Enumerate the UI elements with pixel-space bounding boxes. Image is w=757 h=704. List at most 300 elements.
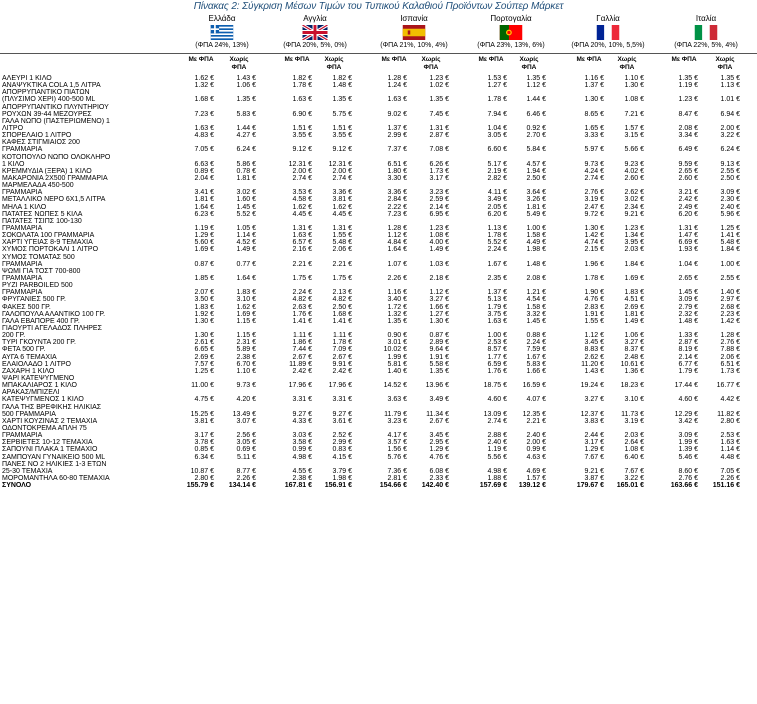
price-cell: 1.24 €	[387, 82, 407, 90]
price-cell: 2.22 €	[387, 203, 407, 211]
price-cell: 2.70 €	[526, 132, 546, 140]
price-cell: 8.57 €	[487, 346, 507, 354]
price-cell	[214, 154, 256, 161]
price-cell: 1.83 €	[624, 289, 644, 297]
price-cell: 1.63 €	[292, 232, 312, 240]
price-cell: 3.87 €	[584, 474, 604, 482]
price-cell	[604, 403, 644, 410]
price-cell: 2.63 €	[292, 303, 312, 311]
table-row	[0, 339, 740, 346]
price-cell	[214, 104, 256, 111]
price-cell: 7.36 €	[387, 467, 407, 475]
price-cell	[352, 282, 407, 289]
price-cell: 2.18 €	[429, 274, 449, 282]
price-cell: 1.40 €	[720, 289, 740, 297]
price-cell	[604, 104, 644, 111]
price-cell: 1.16 €	[387, 289, 407, 297]
price-cell: 1.94 €	[526, 167, 546, 175]
price-cell: 2.84 €	[387, 196, 407, 204]
price-cell: 3.17 €	[194, 432, 214, 440]
price-cell	[352, 104, 407, 111]
price-cell: 4.15 €	[332, 453, 352, 461]
price-cell: 3.27 €	[624, 339, 644, 347]
price-cell: 134.14 €	[228, 482, 256, 490]
price-cell	[644, 118, 698, 125]
price-cell: 1.49 €	[236, 246, 256, 254]
price-cell: 1.66 €	[429, 303, 449, 311]
price-cell	[698, 118, 740, 125]
col-without-vat: Χωρίς ΦΠΑ	[229, 56, 249, 71]
price-cell: 6.24 €	[720, 146, 740, 154]
price-cell: 2.05 €	[487, 203, 507, 211]
portugal-flag-icon	[498, 25, 524, 40]
price-cell	[546, 268, 604, 275]
price-cell: 2.89 €	[429, 339, 449, 347]
price-cell: 1.66 €	[526, 367, 546, 375]
price-cell: 7.44 €	[292, 346, 312, 354]
price-cell: 3.95 €	[624, 239, 644, 247]
price-cell: 2.53 €	[720, 432, 740, 440]
price-cell	[312, 254, 352, 261]
table-row	[0, 318, 740, 325]
price-cell: 9.27 €	[332, 410, 352, 418]
price-cell: 165.01 €	[616, 482, 644, 490]
price-cell: 2.06 €	[720, 353, 740, 361]
price-cell: 1.30 €	[584, 225, 604, 232]
price-cell: 14.52 €	[383, 382, 407, 390]
price-cell: 9.12 €	[292, 146, 312, 154]
price-cell: 18.75 €	[483, 382, 507, 390]
price-cell: 1.75 €	[292, 274, 312, 282]
price-cell: 1.63 €	[487, 317, 507, 325]
table-row	[0, 161, 740, 168]
price-cell: 2.79 €	[678, 303, 698, 311]
price-cell	[352, 461, 407, 468]
col-with-vat: Με ΦΠΑ	[478, 56, 504, 63]
price-cell: 3.03 €	[292, 432, 312, 440]
price-cell	[256, 461, 312, 468]
product-name-cell: ΓΑΛΑ ΝΩΠΟ (ΠΑΣΤΕΡΙΩΜΕΝΟ) 1	[2, 117, 110, 125]
price-cell: 4.02 €	[624, 167, 644, 175]
price-cell: 2.26 €	[387, 274, 407, 282]
price-cell	[644, 139, 698, 146]
price-cell: 1.65 €	[584, 125, 604, 133]
price-cell: 3.17 €	[429, 175, 449, 183]
price-cell: 6.23 €	[194, 210, 214, 218]
price-cell	[449, 425, 507, 432]
price-cell: 2.65 €	[678, 167, 698, 175]
price-cell: 2.74 €	[584, 175, 604, 183]
price-cell: 4.45 €	[332, 210, 352, 218]
product-name-cell: ΑΠΟΡΡΥΠΑΝΤΙΚΟ ΠΙΑΤΩΝ	[2, 89, 90, 97]
price-cell: 2.99 €	[332, 439, 352, 447]
price-cell: 2.38 €	[236, 353, 256, 361]
price-cell: 1.51 €	[332, 125, 352, 133]
price-cell: 156.91 €	[324, 482, 352, 490]
price-cell	[312, 325, 352, 332]
price-cell: 163.66 €	[670, 482, 698, 490]
price-cell: 1.14 €	[720, 446, 740, 454]
price-cell	[507, 375, 546, 382]
price-cell	[214, 182, 256, 189]
price-cell: 2.44 €	[584, 432, 604, 440]
price-cell: 0.78 €	[236, 167, 256, 175]
price-cell	[184, 389, 214, 396]
price-cell: 3.09 €	[678, 296, 698, 304]
price-cell: 2.21 €	[526, 417, 546, 425]
price-cell	[312, 375, 352, 382]
price-cell: 2.55 €	[720, 274, 740, 282]
product-name-cell: ΠΑΝΕΣ ΝΟ 2 ΗΛΙΚΙΕΣ 1-3 ΕΤΩΝ	[2, 460, 107, 468]
price-cell: 12.37 €	[580, 410, 604, 418]
price-cell: 2.23 €	[720, 310, 740, 318]
price-cell	[184, 403, 214, 410]
price-cell: 1.64 €	[236, 274, 256, 282]
product-name-cell: ΤΥΡΙ ΓΚΟΥΝΤΑ 200 ΓΡ.	[2, 339, 76, 347]
product-name-cell: ΣΠΟΡΕΛΑΙΟ 1 ΛΙΤΡΟ	[2, 132, 72, 140]
table-row	[0, 396, 740, 403]
col-without-vat: Χωρίς ΦΠΑ	[519, 56, 539, 71]
product-name-cell: ΚΡΕΜΜΥΔΙΑ (ΞΕΡΑ) 1 ΚΙΛΟ	[2, 167, 92, 175]
price-cell: 9.27 €	[292, 410, 312, 418]
price-cell: 12.29 €	[674, 410, 698, 418]
price-cell: 2.24 €	[292, 289, 312, 297]
price-cell: 1.21 €	[526, 289, 546, 297]
price-cell: 3.23 €	[387, 417, 407, 425]
price-cell: 1.06 €	[236, 82, 256, 90]
price-cell	[644, 154, 698, 161]
price-cell	[256, 403, 312, 410]
price-cell: 1.83 €	[236, 289, 256, 297]
price-cell: 2.81 €	[387, 474, 407, 482]
price-cell	[698, 282, 740, 289]
price-cell	[546, 118, 604, 125]
price-cell: 7.09 €	[332, 346, 352, 354]
price-cell: 1.30 €	[584, 96, 604, 104]
product-name-cell: ΑΥΓΑ 6 ΤΕΜΑΧΙΑ	[2, 353, 57, 361]
price-cell	[449, 325, 507, 332]
price-cell: 2.40 €	[720, 203, 740, 211]
price-cell: 4.82 €	[292, 296, 312, 304]
price-cell: 2.61 €	[194, 339, 214, 347]
price-cell	[507, 118, 546, 125]
price-cell: 1.63 €	[387, 96, 407, 104]
price-cell: 2.64 €	[624, 439, 644, 447]
col-with-vat: Με ΦΠΑ	[576, 56, 602, 63]
product-name-cell: ΓΡΑΜΜΑΡΙΑ	[2, 432, 43, 440]
price-cell: 2.00 €	[332, 167, 352, 175]
price-cell: 1.63 €	[194, 125, 214, 133]
table-row	[0, 382, 740, 389]
price-cell: 3.79 €	[332, 467, 352, 475]
price-cell	[698, 325, 740, 332]
table-row	[0, 289, 740, 296]
price-cell	[644, 218, 698, 225]
price-cell	[214, 389, 256, 396]
price-cell	[449, 218, 507, 225]
table-row	[0, 282, 740, 289]
table-row	[0, 361, 740, 368]
price-cell: 2.35 €	[487, 274, 507, 282]
price-cell	[698, 218, 740, 225]
price-cell	[256, 118, 312, 125]
price-cell	[507, 282, 546, 289]
price-cell: 3.30 €	[387, 175, 407, 183]
price-cell: 6.51 €	[720, 360, 740, 368]
price-cell: 3.32 €	[526, 310, 546, 318]
price-cell	[352, 154, 407, 161]
price-cell: 1.37 €	[584, 82, 604, 90]
price-cell: 1.35 €	[526, 75, 546, 83]
price-cell: 1.82 €	[292, 75, 312, 83]
price-cell	[604, 325, 644, 332]
price-cell: 1.10 €	[236, 367, 256, 375]
price-cell: 9.13 €	[720, 160, 740, 168]
price-cell	[312, 218, 352, 225]
price-cell: 17.44 €	[674, 382, 698, 390]
product-name-cell: ΣΥΝΟΛΟ	[2, 482, 32, 490]
price-cell: 1.11 €	[293, 332, 312, 340]
price-cell: 1.58 €	[526, 232, 546, 240]
price-cell	[644, 403, 698, 410]
price-cell: 4.76 €	[429, 453, 449, 461]
price-cell: 6.77 €	[678, 360, 698, 368]
price-cell	[352, 254, 407, 261]
price-cell: 1.73 €	[429, 167, 449, 175]
price-cell	[184, 218, 214, 225]
italy-flag-icon	[693, 25, 719, 40]
price-cell	[256, 389, 312, 396]
price-cell: 3.50 €	[194, 296, 214, 304]
product-name-cell: ΑΠΟΡΡΥΠΑΝΤΙΚΟ ΠΛΥΝΤΗΡΙΟΥ	[2, 103, 109, 111]
price-cell: 9.12 €	[332, 146, 352, 154]
price-cell: 1.25 €	[194, 367, 214, 375]
price-cell: 4.60 €	[678, 396, 698, 404]
price-cell: 4.52 €	[236, 239, 256, 247]
price-cell	[507, 403, 546, 410]
price-cell	[184, 325, 214, 332]
price-cell: 4.45 €	[292, 210, 312, 218]
price-cell	[214, 89, 256, 96]
price-cell: 1.30 €	[429, 317, 449, 325]
price-cell	[698, 461, 740, 468]
price-cell	[546, 325, 604, 332]
price-cell: 1.37 €	[487, 289, 507, 297]
price-cell: 1.80 €	[387, 167, 407, 175]
price-cell	[507, 461, 546, 468]
price-cell: 3.83 €	[584, 417, 604, 425]
price-cell: 1.48 €	[678, 317, 698, 325]
price-cell: 19.24 €	[580, 382, 604, 390]
price-cell: 3.61 €	[332, 417, 352, 425]
price-cell: 1.64 €	[194, 203, 214, 211]
price-cell: 1.62 €	[194, 75, 214, 83]
price-cell: 9.21 €	[584, 467, 604, 475]
price-cell: 3.21 €	[678, 189, 698, 197]
price-cell: 1.85 €	[194, 274, 214, 282]
price-cell	[214, 282, 256, 289]
country-name-greece: Ελλάδα	[208, 14, 236, 23]
price-cell: 2.13 €	[332, 289, 352, 297]
price-cell: 1.68 €	[194, 96, 214, 104]
price-cell: 5.76 €	[387, 453, 407, 461]
price-cell: 0.69 €	[236, 446, 256, 454]
price-cell: 7.45 €	[429, 110, 449, 118]
price-cell: 1.12 €	[526, 82, 546, 90]
table-row	[0, 139, 740, 146]
price-cell: 9.64 €	[429, 346, 449, 354]
price-cell: 1.30 €	[194, 332, 214, 340]
price-cell: 1.08 €	[624, 96, 644, 104]
price-cell: 2.26 €	[720, 474, 740, 482]
table-row	[0, 239, 740, 246]
price-cell: 1.30 €	[194, 317, 214, 325]
price-cell	[449, 89, 507, 96]
price-table	[0, 75, 740, 489]
table-row	[0, 461, 740, 468]
price-cell: 1.99 €	[387, 353, 407, 361]
price-cell: 1.41 €	[332, 317, 352, 325]
price-cell: 1.92 €	[194, 310, 214, 318]
price-cell: 1.98 €	[332, 474, 352, 482]
price-cell: 1.58 €	[526, 303, 546, 311]
price-cell: 2.62 €	[624, 189, 644, 197]
price-cell: 1.31 €	[332, 225, 352, 232]
price-cell	[604, 461, 644, 468]
price-cell: 4.55 €	[292, 467, 312, 475]
table-row	[0, 304, 740, 311]
price-cell	[256, 325, 312, 332]
table-row	[0, 204, 740, 211]
price-cell: 1.68 €	[332, 310, 352, 318]
table-row	[0, 154, 740, 161]
price-cell: 2.60 €	[624, 175, 644, 183]
price-cell: 2.82 €	[487, 175, 507, 183]
price-cell: 2.42 €	[292, 367, 312, 375]
price-cell: 2.52 €	[332, 432, 352, 440]
price-cell: 4.57 €	[526, 160, 546, 168]
price-cell: 2.67 €	[429, 417, 449, 425]
table-row	[0, 403, 740, 410]
price-cell	[507, 154, 546, 161]
price-cell: 7.59 €	[526, 346, 546, 354]
price-cell: 1.12 €	[387, 232, 407, 240]
price-cell	[507, 218, 546, 225]
price-cell	[449, 282, 507, 289]
price-cell: 11.20 €	[581, 360, 604, 368]
table-row	[0, 275, 740, 282]
price-cell	[644, 375, 698, 382]
price-cell: 0.99 €	[292, 446, 312, 454]
table-row	[0, 125, 740, 132]
product-name-cell: ΓΑΛΑ ΕΒΑΠΟΡΕ 400 ΓΡ.	[2, 317, 80, 325]
price-cell: 7.88 €	[720, 346, 740, 354]
price-cell: 1.35 €	[429, 96, 449, 104]
price-cell	[407, 425, 449, 432]
price-cell: 2.15 €	[584, 246, 604, 254]
price-cell	[312, 104, 352, 111]
price-cell: 18.23 €	[620, 382, 644, 390]
price-cell: 6.08 €	[429, 467, 449, 475]
price-cell: 7.05 €	[720, 467, 740, 475]
price-cell: 4.49 €	[526, 239, 546, 247]
price-cell: 4.75 €	[194, 396, 214, 404]
price-cell: 0.83 €	[332, 446, 352, 454]
price-cell: 1.81 €	[624, 310, 644, 318]
price-cell: 2.50 €	[720, 175, 740, 183]
price-cell: 2.14 €	[429, 203, 449, 211]
price-cell	[214, 254, 256, 261]
price-cell: 1.31 €	[678, 225, 698, 232]
price-cell: 2.34 €	[624, 203, 644, 211]
price-cell: 1.11 €	[333, 332, 352, 340]
price-cell: 1.12 €	[429, 289, 449, 297]
price-cell: 2.97 €	[720, 296, 740, 304]
price-cell: 2.21 €	[332, 260, 352, 268]
price-cell	[352, 325, 407, 332]
price-cell: 1.75 €	[332, 274, 352, 282]
price-cell: 2.50 €	[332, 303, 352, 311]
col-with-vat: Με ΦΠΑ	[188, 56, 214, 63]
price-cell: 1.01 €	[720, 96, 740, 104]
price-cell: 2.76 €	[720, 339, 740, 347]
price-cell	[546, 389, 604, 396]
price-cell	[184, 268, 214, 275]
price-cell: 1.45 €	[526, 317, 546, 325]
price-cell	[449, 268, 507, 275]
price-cell: 9.23 €	[624, 160, 644, 168]
product-name-cell: ΚΑΦΕΣ ΣΤΙΓΜΙΑΙΟΣ 200	[2, 139, 80, 147]
price-cell	[698, 254, 740, 261]
price-cell	[449, 254, 507, 261]
price-cell: 1.29 €	[584, 446, 604, 454]
price-cell: 7.37 €	[387, 146, 407, 154]
price-cell: 3.49 €	[429, 396, 449, 404]
price-cell: 1.31 €	[292, 225, 312, 232]
price-cell: 2.07 €	[194, 289, 214, 297]
price-cell: 3.23 €	[429, 189, 449, 197]
price-cell	[184, 104, 214, 111]
price-cell: 1.73 €	[720, 367, 740, 375]
price-cell: 2.67 €	[292, 353, 312, 361]
price-cell: 2.67 €	[332, 353, 352, 361]
product-name-cell: ΜΗΛΑ 1 ΚΙΛΟ	[2, 203, 47, 211]
product-name-cell: ΑΛΕΥΡΙ 1 ΚΙΛΟ	[2, 75, 52, 83]
price-cell: 10.87 €	[190, 467, 214, 475]
price-cell: 1.62 €	[236, 303, 256, 311]
product-name-cell: ΚΟΤΟΠΟΥΛΟ ΝΩΠΟ ΟΛΟΚΛΗΡΟ	[2, 153, 111, 161]
price-cell	[507, 425, 546, 432]
price-cell: 1.45 €	[236, 203, 256, 211]
price-cell: 9.59 €	[678, 160, 698, 168]
price-cell	[407, 89, 449, 96]
price-cell: 13.96 €	[425, 382, 449, 390]
price-cell: 3.31 €	[332, 396, 352, 404]
price-cell: 5.46 €	[678, 453, 698, 461]
price-cell: 1.78 €	[292, 82, 312, 90]
vat-portugal: (ΦΠΑ 23%, 13%, 6%)	[477, 42, 545, 49]
price-cell: 3.40 €	[387, 296, 407, 304]
price-cell: 3.36 €	[387, 189, 407, 197]
price-cell	[407, 218, 449, 225]
price-cell: 6.26 €	[429, 160, 449, 168]
price-cell: 4.00 €	[429, 239, 449, 247]
country-name-italy: Ιταλία	[695, 14, 717, 23]
price-cell: 10.61 €	[620, 360, 644, 368]
price-cell	[407, 325, 449, 332]
table-row	[0, 353, 740, 360]
price-cell: 15.25 €	[190, 410, 214, 418]
